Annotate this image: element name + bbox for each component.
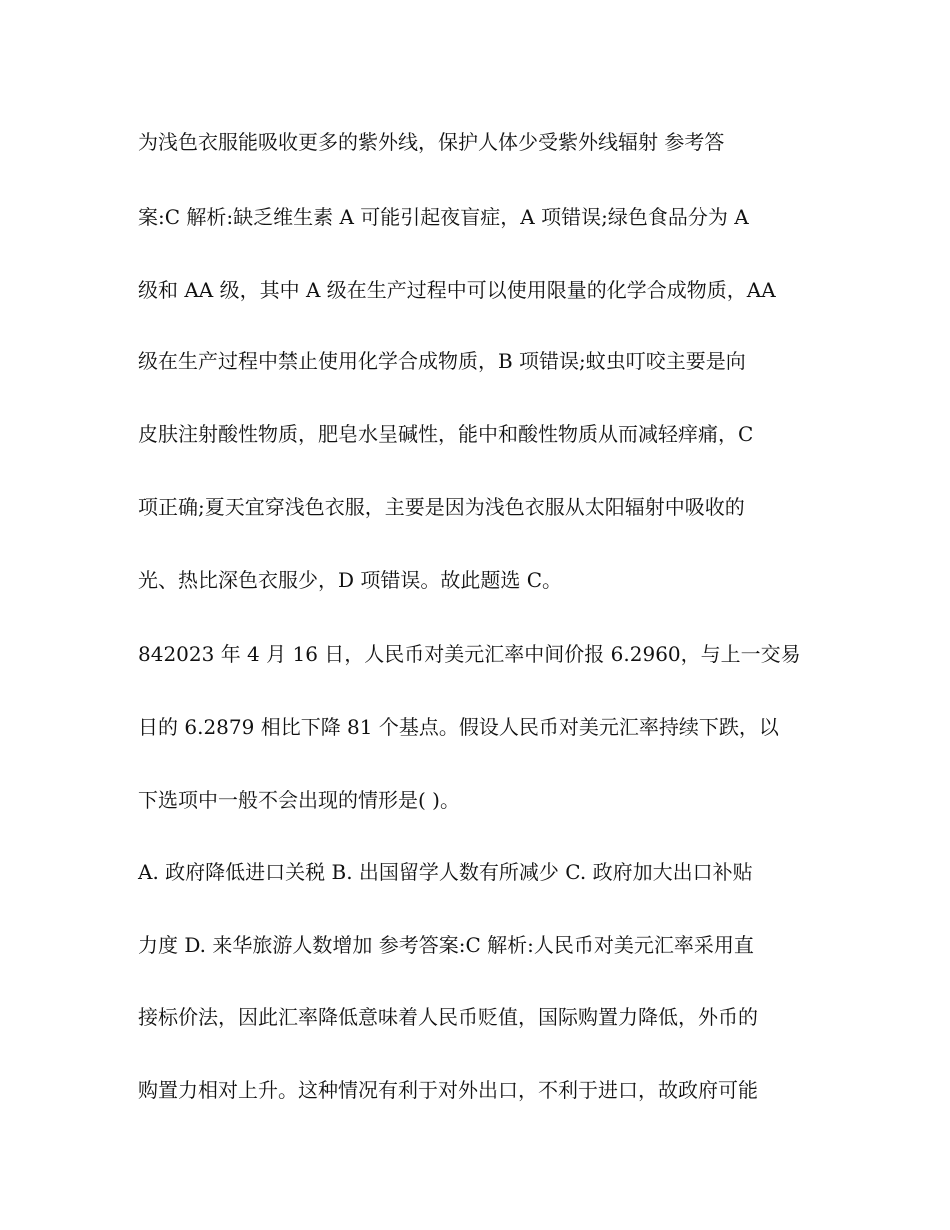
text-line: 项正确;夏天宜穿浅色衣服，主要是因为浅色衣服从太阳辐射中吸收的 [138, 495, 745, 519]
text-line: 为浅色衣服能吸收更多的紫外线，保护人体少受紫外线辐射 参考答 [138, 130, 725, 154]
text-line: 力度 D. 来华旅游人数增加 参考答案:C 解析:人民币对美元汇率采用直 [138, 933, 754, 957]
text-line: 皮肤注射酸性物质，肥皂水呈碱性，能中和酸性物质从而减轻痒痛，C [138, 422, 754, 446]
text-line: 下选项中一般不会出现的情形是( )。 [138, 788, 460, 812]
text-line: A. 政府降低进口关税 B. 出国留学人数有所减少 C. 政府加大出口补贴 [138, 860, 753, 884]
text-line: 光、热比深色衣服少，D 项错误。故此题选 C。 [138, 568, 563, 592]
text-line: 842023 年 4 月 16 日，人民币对美元汇率中间价报 6.2960，与上一交易 [138, 642, 801, 666]
text-line: 级和 AA 级，其中 A 级在生产过程中可以使用限量的化学合成物质，AA [138, 278, 776, 302]
text-line: 级在生产过程中禁止使用化学合成物质，B 项错误;蚊虫叮咬主要是向 [138, 349, 746, 373]
text-line: 接标价法，因此汇率降低意味着人民币贬值，国际购置力降低，外币的 [138, 1005, 758, 1029]
text-line: 案:C 解析:缺乏维生素 A 可能引起夜盲症，A 项错误;绿色食品分为 A [138, 205, 749, 229]
text-line: 日的 6.2879 相比下降 81 个基点。假设人民币对美元汇率持续下跌，以 [138, 715, 779, 739]
text-line: 购置力相对上升。这种情况有利于对外出口，不利于进口，故政府可能 [138, 1078, 758, 1102]
